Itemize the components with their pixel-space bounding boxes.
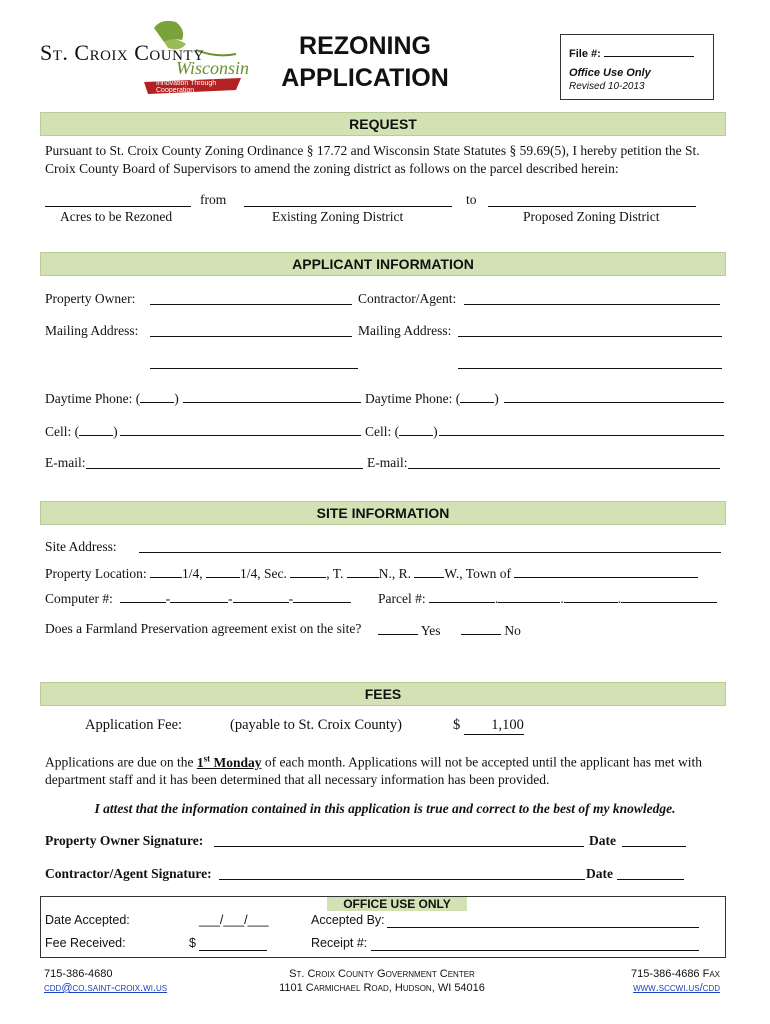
- property-location-label: Property Location:: [45, 566, 147, 581]
- agent-mailing-field-2[interactable]: [458, 368, 722, 369]
- proposed-zoning-field[interactable]: [488, 206, 696, 207]
- request-heading: REQUEST: [40, 112, 726, 136]
- revised-label: Revised 10-2013: [569, 81, 645, 92]
- fee-received-label: Fee Received:: [45, 936, 126, 950]
- owner-mailing-label: Mailing Address:: [45, 323, 139, 338]
- existing-zoning-field[interactable]: [244, 206, 452, 207]
- title-line1: REZONING: [299, 32, 431, 60]
- date-accepted-label: Date Accepted:: [45, 913, 130, 927]
- footer-fax: 715-386-4686 Fax: [631, 968, 720, 980]
- footer-email-link[interactable]: cdd@co.saint-croix.wi.us: [44, 982, 168, 994]
- receipt-field[interactable]: [371, 950, 699, 951]
- file-number-label: File #:: [569, 48, 601, 60]
- page-title: [270, 30, 460, 94]
- parcel-number-row[interactable]: Parcel #: . . .: [378, 589, 717, 607]
- office-use-section: [40, 896, 726, 958]
- agent-email-label: E-mail:: [367, 455, 408, 470]
- footer-address: 1101 Carmichael Road, Hudson, WI 54016: [279, 982, 485, 994]
- owner-date-field[interactable]: [622, 846, 686, 847]
- logo-line1: St. Croix County: [40, 40, 205, 65]
- owner-email-field[interactable]: [86, 468, 363, 469]
- file-number-line: [604, 43, 694, 57]
- footer-phone: 715-386-4680: [44, 968, 113, 980]
- from-label: from: [200, 192, 227, 207]
- owner-date-label: Date: [589, 833, 616, 848]
- site-address-label: Site Address:: [45, 539, 117, 554]
- fee-amount-value: 1,100: [464, 717, 524, 735]
- fee-received-field[interactable]: [199, 950, 267, 951]
- attestation: I attest that the information contained in this application is true and correct to the best of my knowledge.: [94, 801, 676, 816]
- owner-mailing-field-2[interactable]: [150, 368, 358, 369]
- property-location-row[interactable]: Property Location: 1/4, 1/4, Sec. , T. N., R. W., Town of: [45, 564, 698, 582]
- agent-signature-label: Contractor/Agent Signature:: [45, 866, 212, 881]
- office-use-box: [560, 34, 714, 100]
- accepted-by-label: Accepted By:: [311, 913, 385, 927]
- owner-signature-field[interactable]: [214, 846, 584, 847]
- footer-web-link[interactable]: www.sccwi.us/cdd: [633, 982, 720, 994]
- owner-cell-field[interactable]: [120, 435, 361, 436]
- owner-phone-label: Daytime Phone: ( ): [45, 391, 179, 406]
- farmland-question: Does a Farmland Preservation agreement exist on the site?: [45, 621, 362, 636]
- applicant-heading: APPLICANT INFORMATION: [40, 252, 726, 276]
- owner-cell-label: Cell: ( ): [45, 424, 118, 439]
- site-heading: SITE INFORMATION: [40, 501, 726, 525]
- computer-number-row[interactable]: Computer #: - - -: [45, 589, 351, 607]
- contractor-agent-field[interactable]: [464, 304, 720, 305]
- agent-date-field[interactable]: [617, 879, 684, 880]
- fee-amount: $ 1,100: [453, 717, 524, 733]
- office-use-label: Office Use Only: [569, 67, 651, 79]
- property-owner-label: Property Owner:: [45, 291, 136, 306]
- agent-phone-field[interactable]: [504, 402, 724, 403]
- request-intro: Pursuant to St. Croix County Zoning Ordinance § 17.72 and Wisconsin State Statutes § 59.69(5), I hereby petition the St. Croix County Board of Supervisors to amend the zoning district as follows on the parcel described herein:: [45, 143, 700, 176]
- acres-label: Acres to be Rezoned: [60, 209, 173, 224]
- agent-phone-label: Daytime Phone: ( ): [365, 391, 499, 406]
- title-line2: APPLICATION: [281, 64, 449, 92]
- property-owner-field[interactable]: [150, 304, 352, 305]
- acres-field[interactable]: [45, 206, 191, 207]
- receipt-label: Receipt #:: [311, 936, 368, 950]
- parcel-number-label: Parcel #:: [378, 591, 426, 606]
- logo-tagline: Innovation Through Cooperation: [156, 80, 217, 94]
- date-accepted-field[interactable]: ___/___/___: [199, 913, 269, 927]
- site-address-field[interactable]: [139, 552, 721, 553]
- footer: [40, 968, 724, 1002]
- owner-signature-label: Property Owner Signature:: [45, 833, 204, 848]
- payable-note: (payable to St. Croix County): [230, 717, 402, 733]
- file-number-field[interactable]: [569, 43, 694, 60]
- farmland-no[interactable]: No: [461, 621, 521, 639]
- agent-email-field[interactable]: [408, 468, 720, 469]
- fees-heading: FEES: [40, 682, 726, 706]
- proposed-zoning-label: Proposed Zoning District: [523, 209, 660, 224]
- due-date-note: Applications are due on the 1st Monday of each month. Applications will not be accepted until the applicant has met with department staff and it has been determined that all necessary information has been provided.: [45, 753, 702, 787]
- owner-mailing-field[interactable]: [150, 336, 352, 337]
- agent-cell-label: Cell: ( ): [365, 424, 438, 439]
- agent-cell-field[interactable]: [439, 435, 724, 436]
- logo-line2: Wisconsin: [176, 58, 250, 78]
- contractor-agent-label: Contractor/Agent:: [358, 291, 457, 306]
- computer-number-label: Computer #:: [45, 591, 113, 606]
- application-fee-label: Application Fee:: [85, 717, 183, 733]
- agent-mailing-label: Mailing Address:: [358, 323, 452, 338]
- accepted-by-field[interactable]: [387, 927, 699, 928]
- footer-center-name: St. Croix County Government Center: [289, 968, 475, 980]
- agent-date-label: Date: [586, 866, 613, 881]
- office-use-heading: OFFICE USE ONLY: [327, 897, 467, 911]
- to-label: to: [466, 192, 477, 207]
- fee-received-dollar: $: [189, 936, 196, 950]
- county-logo: [36, 18, 251, 98]
- farmland-yes[interactable]: Yes: [378, 621, 441, 639]
- existing-zoning-label: Existing Zoning District: [272, 209, 404, 224]
- agent-mailing-field[interactable]: [458, 336, 722, 337]
- owner-email-label: E-mail:: [45, 455, 86, 470]
- owner-phone-field[interactable]: [183, 402, 361, 403]
- agent-signature-field[interactable]: [219, 879, 585, 880]
